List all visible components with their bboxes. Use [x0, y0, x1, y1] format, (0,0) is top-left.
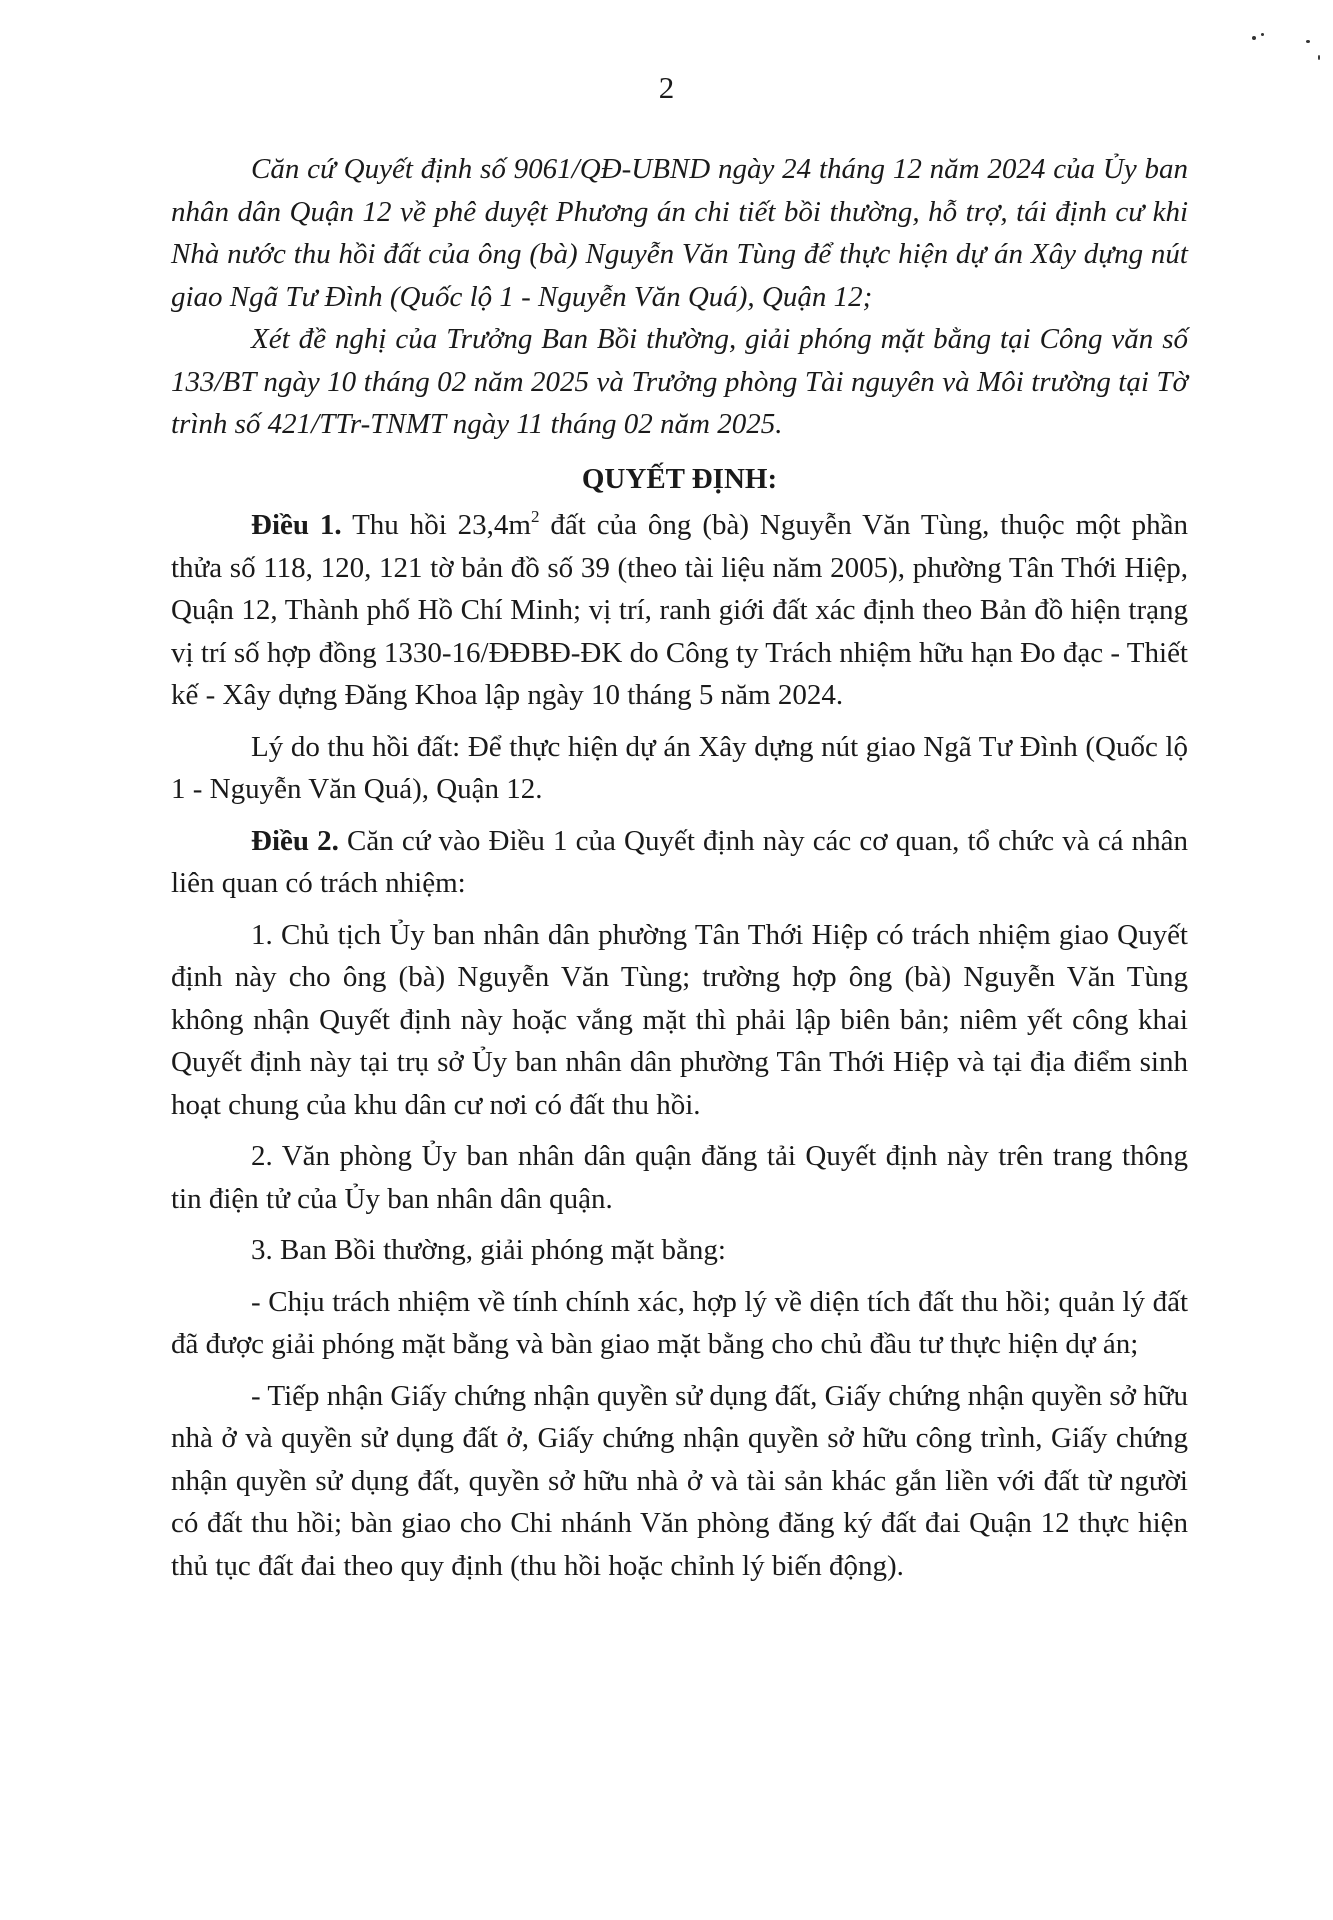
scan-speck	[1261, 33, 1264, 36]
reason-paragraph: Lý do thu hồi đất: Để thực hiện dự án Xây dựng nút giao Ngã Tư Đình (Quốc lộ 1 - Nguyễn Văn Quá), Quận 12.	[171, 730, 1188, 805]
legal-basis-paragraph: Căn cứ Quyết định số 9061/QĐ-UBND ngày 24 tháng 12 năm 2024 của Ủy ban nhân dân Quận 12 về phê duyệt Phương án chi tiết bồi thường, hỗ trợ, tái định cư khi Nhà nước thu hồi đất của ông (bà) Nguyễn Văn Tùng để thực hiện dự án Xây dựng nút giao Ngã Tư Đình (Quốc lộ 1 - Nguyễn Văn Quá), Quận 12;	[171, 153, 1188, 313]
page-number: 2	[658, 70, 675, 105]
area-unit-superscript: 2	[530, 507, 540, 526]
scan-speck	[1318, 55, 1320, 60]
article-1	[171, 504, 1188, 717]
article-1-text-a: Thu hồi 23,4m	[341, 509, 531, 541]
document-body	[171, 148, 1188, 1587]
scan-speck	[1306, 40, 1310, 43]
article-2-item-3-b: - Tiếp nhận Giấy chứng nhận quyền sử dụng đất, Giấy chứng nhận quyền sở hữu nhà ở và quyền sử dụng đất ở, Giấy chứng nhận quyền sở hữu công trình, Giấy chứng nhận quyền sử dụng đất, quyền sở hữu nhà ở và tài sản khác gắn liền với đất từ người có đất thu hồi; bàn giao cho Chi nhánh Văn phòng đăng ký đất đai Quận 12 thực hiện thủ tục đất đai theo quy định (thu hồi hoặc chỉnh lý biến động).	[171, 1379, 1188, 1582]
proposal-paragraph: Xét đề nghị của Trưởng Ban Bồi thường, giải phóng mặt bằng tại Công văn số 133/BT ngày 10 tháng 02 năm 2025 và Trưởng phòng Tài nguyên và Môi trường tại Tờ trình số 421/TTr-TNMT ngày 11 tháng 02 năm 2025.	[171, 323, 1188, 440]
article-2-item-3-a: - Chịu trách nhiệm về tính chính xác, hợp lý về diện tích đất thu hồi; quản lý đất đã được giải phóng mặt bằng và bàn giao mặt bằng cho chủ đầu tư thực hiện dự án;	[171, 1285, 1188, 1360]
article-2	[171, 820, 1188, 905]
article-1-text-b: đất của ông (bà) Nguyễn Văn Tùng, thuộc một phần thửa số 118, 120, 121 tờ bản đồ số 39 (theo tài liệu năm 2005), phường Tân Thới Hiệp, Quận 12, Thành phố Hồ Chí Minh; vị trí, ranh giới đất xác định theo Bản đồ hiện trạng vị trí số hợp đồng 1330-16/ĐĐBĐ-ĐK do Công ty Trách nhiệm hữu hạn Đo đạc - Thiết kế - Xây dựng Đăng Khoa lập ngày 10 tháng 5 năm 2024.	[171, 509, 1188, 711]
article-2-item-1: 1. Chủ tịch Ủy ban nhân dân phường Tân Thới Hiệp có trách nhiệm giao Quyết định này cho ông (bà) Nguyễn Văn Tùng; trường hợp ông (bà) Nguyễn Văn Tùng không nhận Quyết định này hoặc vắng mặt thì phải lập biên bản; niêm yết công khai Quyết định này tại trụ sở Ủy ban nhân dân phường Tân Thới Hiệp và tại địa điểm sinh hoạt chung của khu dân cư nơi có đất thu hồi.	[171, 918, 1188, 1121]
article-2-text: Căn cứ vào Điều 1 của Quyết định này các cơ quan, tổ chức và cá nhân liên quan có trách nhiệm:	[171, 824, 1188, 899]
scan-speck	[1252, 36, 1256, 40]
article-1-label: Điều 1.	[251, 509, 342, 541]
decision-heading: QUYẾT ĐỊNH:	[581, 462, 778, 495]
article-2-item-3: 3. Ban Bồi thường, giải phóng mặt bằng:	[251, 1234, 726, 1266]
article-2-label: Điều 2.	[251, 824, 339, 857]
article-2-item-2: 2. Văn phòng Ủy ban nhân dân quận đăng tải Quyết định này trên trang thông tin điện tử của Ủy ban nhân dân quận.	[171, 1140, 1188, 1215]
